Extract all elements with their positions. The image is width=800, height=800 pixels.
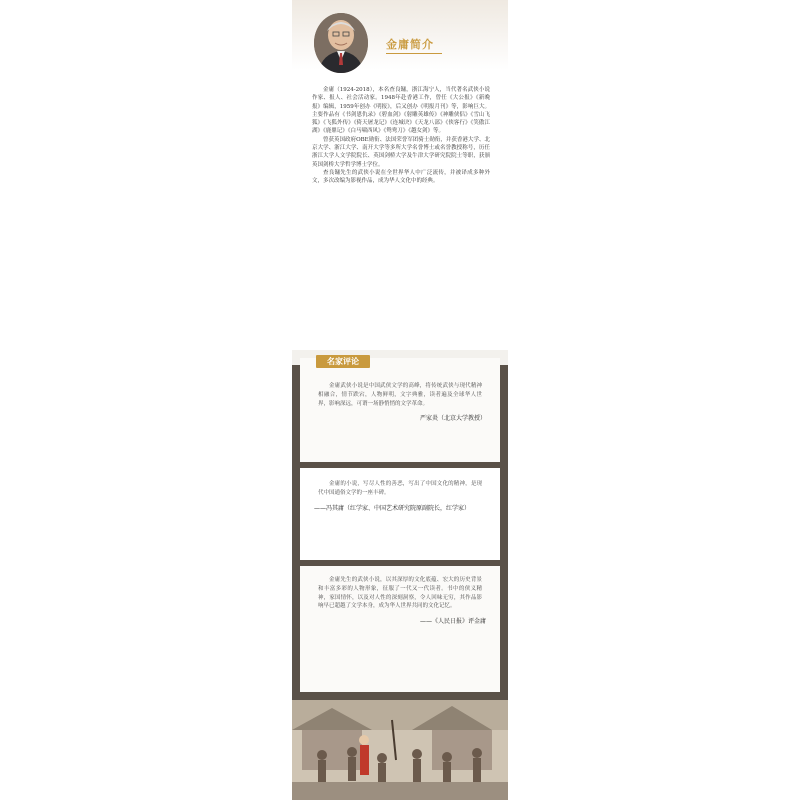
review-text: 金庸武侠小说是中国武侠文学的高峰，将传统武侠与现代精神相融合，情节跌宕，人物鲜明，文字典雅，读者遍及全球华人世界，影响深远，可谓一场静悄悄的文学革命。 (318, 383, 482, 407)
review-card (300, 468, 500, 560)
review-text: 金庸先生的武侠小说，以其深厚的文化底蕴、宏大的历史背景和丰富多彩的人物形象，征服了一代又一代读者。书中的侠义精神，家国情怀，以及对人性的深刻洞察，令人回味无穷，其作品影响早已超越了文学本身，成为华人世界共同的文化记忆。 (318, 577, 482, 610)
author-portrait (314, 13, 368, 73)
review-source: ——《人民日报》评金庸 (419, 618, 486, 626)
title-underline (386, 53, 442, 54)
review-card (300, 566, 500, 692)
review-text: 金庸的小说，写尽人性的善恶，写出了中国文化的精神，是现代中国通俗文学的一座丰碑。 (318, 481, 482, 496)
review-source: 严家炎（北京大学教授） (419, 415, 486, 423)
intro-panel (292, 0, 508, 350)
book-page (292, 0, 508, 800)
martial-arts-illustration (292, 700, 508, 800)
bio-paragraph: 金庸（1924-2018），本名查良镛，浙江海宁人，当代著名武侠小说作家、报人、社会活动家。1948年赴香港工作，曾任《大公报》《新晚报》编辑，1959年创办《明报》，后又创办《明报月刊》等，影响巨大。主要作品有《书剑恩仇录》《碧血剑》《射雕英雄传》《神雕侠侣》《雪山飞狐》《飞狐外传》《倚天屠龙记》《连城诀》《天龙八部》《侠客行》《笑傲江湖》《鹿鼎记》《白马啸西风》《鸳鸯刀》《越女剑》等。 (312, 87, 490, 135)
intro-title: 金庸简介 (386, 38, 434, 51)
author-biography (312, 86, 490, 186)
review-card (300, 358, 500, 462)
review-source: ——冯其庸（红学家、中国艺术研究院原副院长，红学家） (314, 504, 471, 512)
bio-paragraph: 查良镛先生的武侠小说在全世界华人中广泛流传，并被译成多种外文，多次改编为影视作品，成为华人文化中的经典。 (312, 169, 490, 185)
reviews-badge: 名家评论 (316, 355, 370, 368)
bio-paragraph: 曾获英国政府OBE勋衔、法国荣誉军团骑士勋衔，并获香港大学、北京大学、浙江大学、南开大学等多所大学名誉博士或名誉教授称号，历任浙江大学人文学院院长、英国剑桥大学及牛津大学研究院院士等职，获颁英国剑桥大学哲学博士学位。 (312, 136, 490, 168)
